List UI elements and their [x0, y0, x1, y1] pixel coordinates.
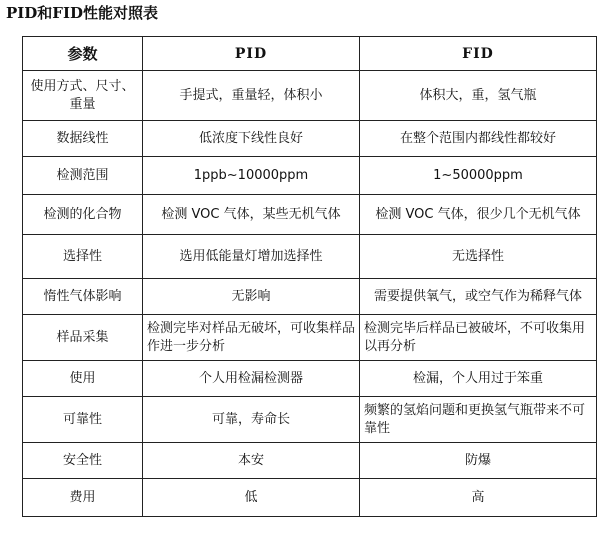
row-pid: 1ppb~10000ppm: [143, 157, 360, 195]
table-row: [23, 315, 597, 361]
table-row: [23, 121, 597, 157]
table-row: [23, 71, 597, 121]
table-row: [23, 397, 597, 443]
row-fid: 检测完毕后样品已被破坏，不可收集用以再分析: [360, 315, 597, 361]
table-row: [23, 443, 597, 479]
row-pid: 低: [143, 479, 360, 517]
row-param: 样品采集: [23, 315, 143, 361]
row-fid: 1~50000ppm: [360, 157, 597, 195]
row-fid: 频繁的氢焰问题和更换氢气瓶带来不可靠性: [360, 397, 597, 443]
row-pid: 个人用检漏检测器: [143, 361, 360, 397]
row-fid: 检漏，个人用过于笨重: [360, 361, 597, 397]
row-param: 费用: [23, 479, 143, 517]
row-pid: 可靠，寿命长: [143, 397, 360, 443]
row-fid: 在整个范围内都线性都较好: [360, 121, 597, 157]
row-pid: 本安: [143, 443, 360, 479]
table-row: [23, 361, 597, 397]
row-param: 检测的化合物: [23, 195, 143, 235]
table-row: [23, 195, 597, 235]
row-pid: 无影响: [143, 279, 360, 315]
row-pid: 检测 VOC 气体，某些无机气体: [143, 195, 360, 235]
row-pid: 检测完毕对样品无破坏，可收集样品作进一步分析: [143, 315, 360, 361]
header-pid: PID: [143, 37, 360, 71]
row-param: 使用: [23, 361, 143, 397]
table-row: [23, 279, 597, 315]
row-param: 可靠性: [23, 397, 143, 443]
table-row: [23, 157, 597, 195]
row-param: 惰性气体影响: [23, 279, 143, 315]
row-pid: 选用低能量灯增加选择性: [143, 235, 360, 279]
table-row: [23, 479, 597, 517]
row-fid: 体积大，重，氢气瓶: [360, 71, 597, 121]
row-param: 数据线性: [23, 121, 143, 157]
row-pid: 手提式，重量轻，体积小: [143, 71, 360, 121]
row-param: 检测范围: [23, 157, 143, 195]
document-title: PID和FID性能对照表: [6, 4, 158, 22]
row-fid: 无选择性: [360, 235, 597, 279]
row-param: 安全性: [23, 443, 143, 479]
row-param: 使用方式、尺寸、重量: [23, 71, 143, 121]
row-fid: 需要提供氧气，或空气作为稀释气体: [360, 279, 597, 315]
row-param: 选择性: [23, 235, 143, 279]
table-row: [23, 235, 597, 279]
row-fid: 防爆: [360, 443, 597, 479]
header-param: 参数: [23, 37, 143, 71]
table-header-row: [23, 37, 597, 71]
row-pid: 低浓度下线性良好: [143, 121, 360, 157]
header-fid: FID: [360, 37, 597, 71]
comparison-table: [22, 36, 597, 517]
row-fid: 检测 VOC 气体，很少几个无机气体: [360, 195, 597, 235]
row-fid: 高: [360, 479, 597, 517]
